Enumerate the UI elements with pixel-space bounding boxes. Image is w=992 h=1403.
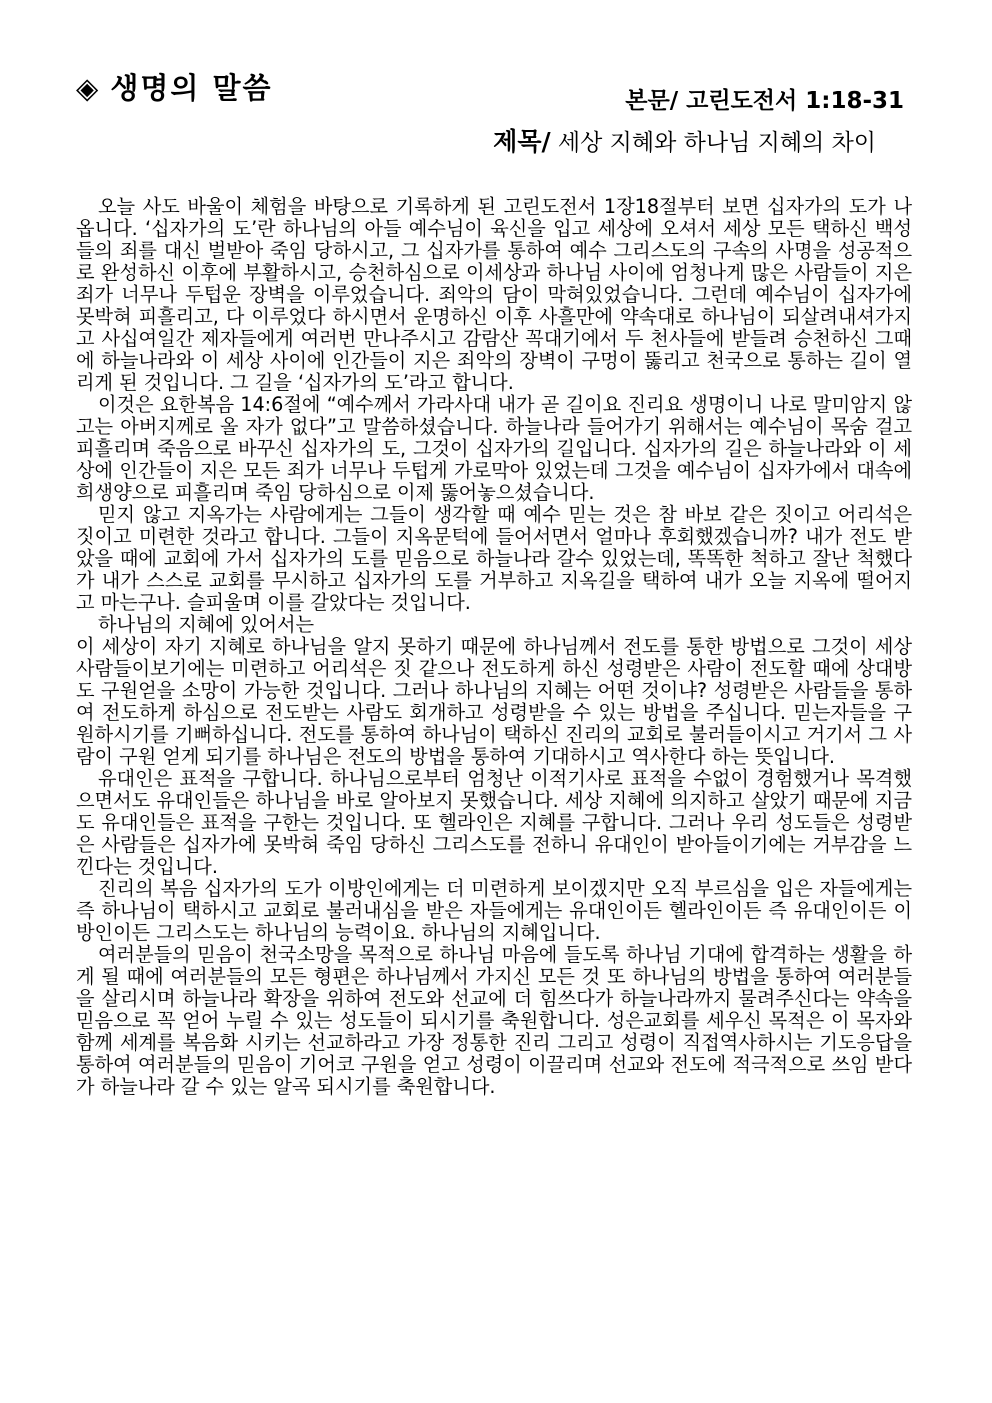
sermon-subject-label: 제목/ xyxy=(493,127,551,156)
sermon-subject xyxy=(493,122,876,158)
page-title xyxy=(76,66,272,107)
scripture-passage: 본문/ 고린도전서 1:18-31 xyxy=(625,88,904,114)
body-paragraph: 진리의 복음 십자가의 도가 이방인에게는 더 미련하게 보이겠지만 오직 부르심을 입은 자들에게는 즉 하나님이 택하시고 교회로 불러내심을 받은 자들에게는 유대인이든 헬라인이든 즉 유대인이든 이방인이든 그리스도는 하나님의 능력이요. 하나님의 지혜입니다. xyxy=(76,877,912,944)
body-paragraph: 믿지 않고 지옥가는 사람에게는 그들이 생각할 때 예수 믿는 것은 참 바보 같은 짓이고 어리석은 짓이고 미련한 것라고 합니다. 그들이 지옥문턱에 들어서면서 얼마나 후회했겠습니까? 내가 전도 받았을 때에 교회에 가서 십자가의 도를 믿음으로 하늘나라 갈수 있었는데, 똑똑한 척하고 잘난 척했다가 내가 스스로 교회를 무시하고 십자가의 도를 거부하고 지옥길을 택하여 내가 오늘 지옥에 떨어지고 마는구나. 슬피울며 이를 갈았다는 것입니다. xyxy=(76,503,912,614)
body-paragraph: 이 세상이 자기 지혜로 하나님을 알지 못하기 때문에 하나님께서 전도를 통한 방법으로 그것이 세상 사람들이보기에는 미련하고 어리석은 짓 같으나 전도하게 하신 성령받은 사람이 전도할 때에 상대방도 구원얻을 소망이 가능한 것입니다. 그러나 하나님의 지혜는 어떤 것이냐? 성령받은 사람들을 통하여 전도하게 하심으로 전도받는 사람도 회개하고 성령받을 수 있는 방법을 주십니다. 믿는자들을 구원하시기를 기뻐하십니다. 전도를 통하여 하나님이 택하신 진리의 교회로 불러들이시고 거기서 그 사람이 구원 얻게 되기를 하나님은 전도의 방법을 통하여 기대하시고 역사한다 하는 뜻입니다. xyxy=(76,635,912,768)
diamond-bullet-icon: ◈ xyxy=(76,71,101,105)
body-paragraph: 이것은 요한복음 14:6절에 “예수께서 가라사대 내가 곧 길이요 진리요 생명이니 나로 말미암지 않고는 아버지께로 올 자가 없다”고 말씀하셨습니다. 하늘나라 들어가기 위해서는 예수님이 목숨 걸고 피흘리며 죽음으로 바꾸신 십자가의 도, 그것이 십자가의 길입니다. 십자가의 길은 하늘나라와 이 세상에 인간들이 지은 모든 죄가 너무나 두텁게 가로막아 있었는데 그것을 예수님이 십자가에서 대속에 희생양으로 피흘리며 죽임 당하심으로 이제 뚫어놓으셨습니다. xyxy=(76,393,912,504)
page-title-text: 생명의 말씀 xyxy=(110,71,273,105)
body-paragraph: 하나님의 지혜에 있어서는 xyxy=(98,613,315,636)
sermon-body xyxy=(76,196,912,1098)
sermon-subject-text: 세상 지혜와 하나님 지혜의 차이 xyxy=(550,130,876,156)
body-paragraph: 오늘 사도 바울이 체험을 바탕으로 기록하게 된 고린도전서 1장18절부터 보면 십자가의 도가 나옵니다. ‘십자가의 도’란 하나님의 아들 예수님이 육신을 입고 세상에 오셔서 세상 모든 택하신 백성들의 죄를 대신 벌받아 죽임 당하시고, 그 십자가를 통하여 예수 그리스도의 구속의 사명을 성공적으로 완성하신 이후에 부활하시고, 승천하심으로 이세상과 하나님 사이에 엄청나게 많은 사람들이 지은 죄가 너무나 두텁운 장벽을 이루었습니다. 죄악의 담이 막혀있었습니다. 그런데 예수님이 십자가에 못박혀 피흘리고, 다 이루었다 하시면서 운명하신 이후 사흘만에 약속대로 하나님이 되살려내셔가지고 사십여일간 제자들에게 여러번 만나주시고 감람산 꼭대기에서 두 천사들에 받들려 승천하신 그때에 하늘나라와 이 세상 사이에 인간들이 지은 죄악의 장벽이 구멍이 뚫리고 천국으로 통하는 길이 열리게 된 것입니다. 그 길을 ‘십자가의 도’라고 합니다. xyxy=(76,195,912,394)
body-paragraph: 여러분들의 믿음이 천국소망을 목적으로 하나님 마음에 들도록 하나님 기대에 합격하는 생활을 하게 될 때에 여러분들의 모든 형편은 하나님께서 가지신 모든 것 또 하나님의 방법을 통하여 여러분들을 살리시며 하늘나라 확장을 위하여 전도와 선교에 더 힘쓰다가 하늘나라까지 물려주신다는 약속을 믿음으로 꼭 얻어 누릴 수 있는 성도들이 되시기를 축원합니다. 성은교회를 세우신 목적은 이 목자와 함께 세계를 복음화 시키는 선교하라고 가장 정통한 진리 그리고 성령이 직접역사하시는 기도응답을 통하여 여러분들의 믿음이 기어코 구원을 얻고 성령이 이끌리며 선교와 전도에 적극적으로 쓰임 받다가 하늘나라 갈 수 있는 알곡 되시기를 축원합니다. xyxy=(76,943,912,1098)
body-paragraph: 유대인은 표적을 구합니다. 하나님으로부터 엄청난 이적기사로 표적을 수없이 경험했거나 목격했으면서도 유대인들은 하나님을 바로 알아보지 못했습니다. 세상 지혜에 의지하고 살았기 때문에 지금도 유대인들은 표적을 구한는 것입니다. 또 헬라인은 지혜를 구합니다. 그러나 우리 성도들은 성령받은 사람들은 십자가에 못박혀 죽임 당하신 그리스도를 전하니 유대인이 받아들이기에는 거부감을 느낀다는 것입니다. xyxy=(76,767,912,878)
